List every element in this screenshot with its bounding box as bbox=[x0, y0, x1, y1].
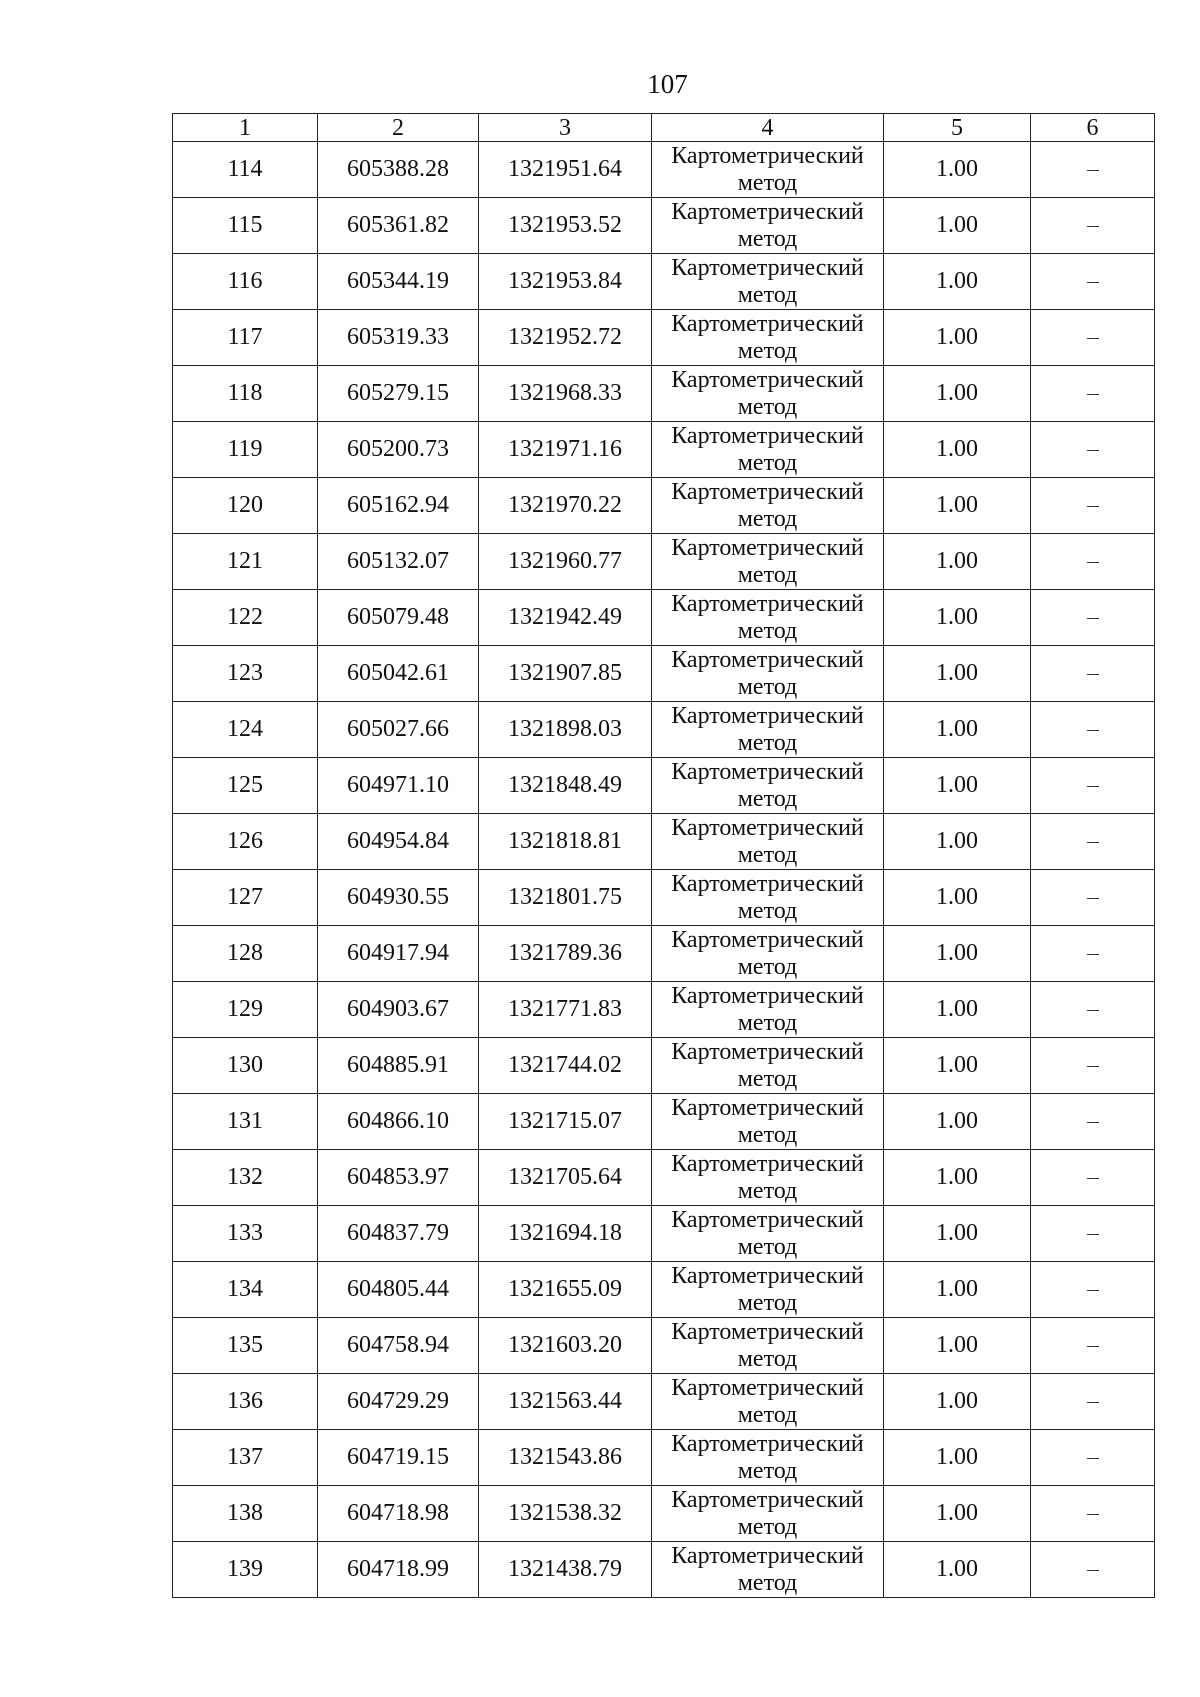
y-coordinate-cell: 1321538.32 bbox=[479, 1486, 652, 1542]
point-number-cell: 131 bbox=[173, 1094, 318, 1150]
accuracy-cell: 1.00 bbox=[884, 1038, 1031, 1094]
dash-mark bbox=[1087, 506, 1099, 507]
method-cell bbox=[652, 142, 884, 198]
point-number-cell: 129 bbox=[173, 982, 318, 1038]
method-line-1: Картометрический bbox=[671, 1318, 864, 1345]
method-cell bbox=[652, 926, 884, 982]
dash-mark bbox=[1087, 1290, 1099, 1291]
dash-mark bbox=[1087, 1122, 1099, 1123]
method-line-1: Картометрический bbox=[671, 702, 864, 729]
y-coordinate-cell: 1321951.64 bbox=[479, 142, 652, 198]
note-cell bbox=[1031, 534, 1155, 590]
y-coordinate-cell: 1321968.33 bbox=[479, 366, 652, 422]
table-row bbox=[173, 1318, 1155, 1374]
point-number-cell: 128 bbox=[173, 926, 318, 982]
method-line-1: Картометрический bbox=[671, 310, 864, 337]
accuracy-cell: 1.00 bbox=[884, 478, 1031, 534]
method-line-1: Картометрический bbox=[671, 1374, 864, 1401]
accuracy-cell: 1.00 bbox=[884, 1150, 1031, 1206]
method-line-2: метод bbox=[737, 1345, 798, 1372]
x-coordinate-cell: 605132.07 bbox=[318, 534, 479, 590]
point-number-cell: 117 bbox=[173, 310, 318, 366]
y-coordinate-cell: 1321953.52 bbox=[479, 198, 652, 254]
x-coordinate-cell: 604885.91 bbox=[318, 1038, 479, 1094]
method-line-1: Картометрический bbox=[671, 926, 864, 953]
y-coordinate-cell: 1321543.86 bbox=[479, 1430, 652, 1486]
accuracy-cell: 1.00 bbox=[884, 1374, 1031, 1430]
y-coordinate-cell: 1321942.49 bbox=[479, 590, 652, 646]
note-cell bbox=[1031, 198, 1155, 254]
note-cell bbox=[1031, 1318, 1155, 1374]
point-number-cell: 125 bbox=[173, 758, 318, 814]
y-coordinate-cell: 1321953.84 bbox=[479, 254, 652, 310]
dash-mark bbox=[1087, 1066, 1099, 1067]
point-number-cell: 118 bbox=[173, 366, 318, 422]
method-line-2: метод bbox=[737, 1233, 798, 1260]
dash-mark bbox=[1087, 170, 1099, 171]
table-body bbox=[173, 142, 1155, 1598]
table-row bbox=[173, 422, 1155, 478]
method-line-2: метод bbox=[737, 1569, 798, 1596]
method-line-2: метод bbox=[737, 1289, 798, 1316]
dash-mark bbox=[1087, 338, 1099, 339]
accuracy-cell: 1.00 bbox=[884, 1094, 1031, 1150]
method-line-1: Картометрический bbox=[671, 646, 864, 673]
dash-mark bbox=[1087, 1234, 1099, 1235]
x-coordinate-cell: 604930.55 bbox=[318, 870, 479, 926]
accuracy-cell: 1.00 bbox=[884, 758, 1031, 814]
point-number-cell: 114 bbox=[173, 142, 318, 198]
accuracy-cell: 1.00 bbox=[884, 534, 1031, 590]
note-cell bbox=[1031, 814, 1155, 870]
note-cell bbox=[1031, 1486, 1155, 1542]
y-coordinate-cell: 1321970.22 bbox=[479, 478, 652, 534]
table-row bbox=[173, 1150, 1155, 1206]
point-number-cell: 122 bbox=[173, 590, 318, 646]
x-coordinate-cell: 604718.99 bbox=[318, 1542, 479, 1598]
note-cell bbox=[1031, 1374, 1155, 1430]
method-line-2: метод bbox=[737, 729, 798, 756]
point-number-cell: 121 bbox=[173, 534, 318, 590]
y-coordinate-cell: 1321960.77 bbox=[479, 534, 652, 590]
accuracy-cell: 1.00 bbox=[884, 198, 1031, 254]
point-number-cell: 134 bbox=[173, 1262, 318, 1318]
table-row bbox=[173, 1542, 1155, 1598]
x-coordinate-cell: 604805.44 bbox=[318, 1262, 479, 1318]
point-number-cell: 126 bbox=[173, 814, 318, 870]
accuracy-cell: 1.00 bbox=[884, 1206, 1031, 1262]
note-cell bbox=[1031, 1262, 1155, 1318]
method-line-1: Картометрический bbox=[671, 1430, 864, 1457]
accuracy-cell: 1.00 bbox=[884, 926, 1031, 982]
method-line-2: метод bbox=[737, 841, 798, 868]
method-line-2: метод bbox=[737, 561, 798, 588]
dash-mark bbox=[1087, 450, 1099, 451]
table-row bbox=[173, 1206, 1155, 1262]
point-number-cell: 123 bbox=[173, 646, 318, 702]
column-header: 3 bbox=[479, 114, 652, 142]
table-row bbox=[173, 646, 1155, 702]
method-cell bbox=[652, 1374, 884, 1430]
method-line-2: метод bbox=[737, 1177, 798, 1204]
method-cell bbox=[652, 1038, 884, 1094]
table-row bbox=[173, 254, 1155, 310]
accuracy-cell: 1.00 bbox=[884, 1486, 1031, 1542]
x-coordinate-cell: 605027.66 bbox=[318, 702, 479, 758]
y-coordinate-cell: 1321603.20 bbox=[479, 1318, 652, 1374]
point-number-cell: 115 bbox=[173, 198, 318, 254]
note-cell bbox=[1031, 590, 1155, 646]
y-coordinate-cell: 1321715.07 bbox=[479, 1094, 652, 1150]
dash-mark bbox=[1087, 730, 1099, 731]
accuracy-cell: 1.00 bbox=[884, 814, 1031, 870]
column-header: 1 bbox=[173, 114, 318, 142]
note-cell bbox=[1031, 926, 1155, 982]
x-coordinate-cell: 604837.79 bbox=[318, 1206, 479, 1262]
dash-mark bbox=[1087, 562, 1099, 563]
y-coordinate-cell: 1321563.44 bbox=[479, 1374, 652, 1430]
method-cell bbox=[652, 1094, 884, 1150]
dash-mark bbox=[1087, 394, 1099, 395]
accuracy-cell: 1.00 bbox=[884, 310, 1031, 366]
note-cell bbox=[1031, 758, 1155, 814]
method-line-1: Картометрический bbox=[671, 1094, 864, 1121]
note-cell bbox=[1031, 1430, 1155, 1486]
point-number-cell: 135 bbox=[173, 1318, 318, 1374]
note-cell bbox=[1031, 1206, 1155, 1262]
method-line-2: метод bbox=[737, 1065, 798, 1092]
method-line-2: метод bbox=[737, 393, 798, 420]
method-line-1: Картометрический bbox=[671, 1038, 864, 1065]
method-line-1: Картометрический bbox=[671, 478, 864, 505]
note-cell bbox=[1031, 366, 1155, 422]
method-line-1: Картометрический bbox=[671, 1486, 864, 1513]
table-row bbox=[173, 1038, 1155, 1094]
note-cell bbox=[1031, 254, 1155, 310]
note-cell bbox=[1031, 646, 1155, 702]
note-cell bbox=[1031, 982, 1155, 1038]
method-line-2: метод bbox=[737, 897, 798, 924]
note-cell bbox=[1031, 478, 1155, 534]
dash-mark bbox=[1087, 674, 1099, 675]
x-coordinate-cell: 605162.94 bbox=[318, 478, 479, 534]
table-row bbox=[173, 1374, 1155, 1430]
x-coordinate-cell: 604853.97 bbox=[318, 1150, 479, 1206]
x-coordinate-cell: 604758.94 bbox=[318, 1318, 479, 1374]
method-cell bbox=[652, 198, 884, 254]
column-header: 4 bbox=[652, 114, 884, 142]
table-row bbox=[173, 310, 1155, 366]
note-cell bbox=[1031, 310, 1155, 366]
accuracy-cell: 1.00 bbox=[884, 366, 1031, 422]
table-row bbox=[173, 1486, 1155, 1542]
y-coordinate-cell: 1321694.18 bbox=[479, 1206, 652, 1262]
method-line-1: Картометрический bbox=[671, 1206, 864, 1233]
x-coordinate-cell: 605042.61 bbox=[318, 646, 479, 702]
y-coordinate-cell: 1321744.02 bbox=[479, 1038, 652, 1094]
accuracy-cell: 1.00 bbox=[884, 1430, 1031, 1486]
method-line-1: Картометрический bbox=[671, 1542, 864, 1569]
table-row bbox=[173, 926, 1155, 982]
method-cell bbox=[652, 646, 884, 702]
method-line-2: метод bbox=[737, 281, 798, 308]
table-row bbox=[173, 870, 1155, 926]
method-cell bbox=[652, 534, 884, 590]
table-row bbox=[173, 982, 1155, 1038]
point-number-cell: 138 bbox=[173, 1486, 318, 1542]
method-cell bbox=[652, 1206, 884, 1262]
y-coordinate-cell: 1321848.49 bbox=[479, 758, 652, 814]
method-line-1: Картометрический bbox=[671, 534, 864, 561]
dash-mark bbox=[1087, 226, 1099, 227]
dash-mark bbox=[1087, 1458, 1099, 1459]
x-coordinate-cell: 605344.19 bbox=[318, 254, 479, 310]
x-coordinate-cell: 604866.10 bbox=[318, 1094, 479, 1150]
method-line-2: метод bbox=[737, 505, 798, 532]
point-number-cell: 116 bbox=[173, 254, 318, 310]
note-cell bbox=[1031, 870, 1155, 926]
point-number-cell: 127 bbox=[173, 870, 318, 926]
dash-mark bbox=[1087, 898, 1099, 899]
method-line-2: метод bbox=[737, 785, 798, 812]
method-cell bbox=[652, 254, 884, 310]
method-line-2: метод bbox=[737, 1401, 798, 1428]
table-row bbox=[173, 702, 1155, 758]
accuracy-cell: 1.00 bbox=[884, 142, 1031, 198]
accuracy-cell: 1.00 bbox=[884, 254, 1031, 310]
x-coordinate-cell: 605361.82 bbox=[318, 198, 479, 254]
y-coordinate-cell: 1321789.36 bbox=[479, 926, 652, 982]
table-row bbox=[173, 1094, 1155, 1150]
accuracy-cell: 1.00 bbox=[884, 422, 1031, 478]
dash-mark bbox=[1087, 282, 1099, 283]
note-cell bbox=[1031, 1150, 1155, 1206]
dash-mark bbox=[1087, 954, 1099, 955]
method-line-2: метод bbox=[737, 337, 798, 364]
x-coordinate-cell: 604729.29 bbox=[318, 1374, 479, 1430]
dash-mark bbox=[1087, 1402, 1099, 1403]
x-coordinate-cell: 605200.73 bbox=[318, 422, 479, 478]
page-number: 107 bbox=[647, 69, 688, 99]
method-line-1: Картометрический bbox=[671, 198, 864, 225]
method-cell bbox=[652, 590, 884, 646]
table-row bbox=[173, 1430, 1155, 1486]
point-number-cell: 137 bbox=[173, 1430, 318, 1486]
table-row bbox=[173, 758, 1155, 814]
method-line-1: Картометрический bbox=[671, 142, 864, 169]
point-number-cell: 136 bbox=[173, 1374, 318, 1430]
y-coordinate-cell: 1321971.16 bbox=[479, 422, 652, 478]
y-coordinate-cell: 1321438.79 bbox=[479, 1542, 652, 1598]
y-coordinate-cell: 1321655.09 bbox=[479, 1262, 652, 1318]
accuracy-cell: 1.00 bbox=[884, 870, 1031, 926]
dash-mark bbox=[1087, 1514, 1099, 1515]
table-row bbox=[173, 198, 1155, 254]
method-line-1: Картометрический bbox=[671, 758, 864, 785]
method-cell bbox=[652, 310, 884, 366]
table-row bbox=[173, 366, 1155, 422]
dash-mark bbox=[1087, 1178, 1099, 1179]
table-row bbox=[173, 590, 1155, 646]
accuracy-cell: 1.00 bbox=[884, 1318, 1031, 1374]
method-line-1: Картометрический bbox=[671, 254, 864, 281]
y-coordinate-cell: 1321818.81 bbox=[479, 814, 652, 870]
method-cell bbox=[652, 814, 884, 870]
method-line-2: метод bbox=[737, 169, 798, 196]
column-header: 5 bbox=[884, 114, 1031, 142]
method-cell bbox=[652, 1486, 884, 1542]
point-number-cell: 139 bbox=[173, 1542, 318, 1598]
method-cell bbox=[652, 982, 884, 1038]
method-cell bbox=[652, 1262, 884, 1318]
table-row bbox=[173, 534, 1155, 590]
dash-mark bbox=[1087, 618, 1099, 619]
method-cell bbox=[652, 1542, 884, 1598]
x-coordinate-cell: 604917.94 bbox=[318, 926, 479, 982]
y-coordinate-cell: 1321705.64 bbox=[479, 1150, 652, 1206]
note-cell bbox=[1031, 142, 1155, 198]
x-coordinate-cell: 604719.15 bbox=[318, 1430, 479, 1486]
method-line-2: метод bbox=[737, 1121, 798, 1148]
method-line-2: метод bbox=[737, 617, 798, 644]
y-coordinate-cell: 1321801.75 bbox=[479, 870, 652, 926]
method-line-2: метод bbox=[737, 1009, 798, 1036]
table-row bbox=[173, 142, 1155, 198]
note-cell bbox=[1031, 1094, 1155, 1150]
note-cell bbox=[1031, 702, 1155, 758]
column-header: 2 bbox=[318, 114, 479, 142]
point-number-cell: 130 bbox=[173, 1038, 318, 1094]
method-line-2: метод bbox=[737, 225, 798, 252]
y-coordinate-cell: 1321898.03 bbox=[479, 702, 652, 758]
method-line-2: метод bbox=[737, 1457, 798, 1484]
method-line-1: Картометрический bbox=[671, 590, 864, 617]
point-number-cell: 132 bbox=[173, 1150, 318, 1206]
table-header-row bbox=[173, 114, 1155, 142]
column-header: 6 bbox=[1031, 114, 1155, 142]
x-coordinate-cell: 604903.67 bbox=[318, 982, 479, 1038]
x-coordinate-cell: 604954.84 bbox=[318, 814, 479, 870]
y-coordinate-cell: 1321952.72 bbox=[479, 310, 652, 366]
x-coordinate-cell: 605319.33 bbox=[318, 310, 479, 366]
table-row bbox=[173, 814, 1155, 870]
method-cell bbox=[652, 758, 884, 814]
table-row bbox=[173, 478, 1155, 534]
x-coordinate-cell: 605279.15 bbox=[318, 366, 479, 422]
method-line-1: Картометрический bbox=[671, 422, 864, 449]
method-cell bbox=[652, 478, 884, 534]
accuracy-cell: 1.00 bbox=[884, 1262, 1031, 1318]
dash-mark bbox=[1087, 1346, 1099, 1347]
y-coordinate-cell: 1321907.85 bbox=[479, 646, 652, 702]
dash-mark bbox=[1087, 1570, 1099, 1571]
point-number-cell: 133 bbox=[173, 1206, 318, 1262]
method-cell bbox=[652, 366, 884, 422]
point-number-cell: 120 bbox=[173, 478, 318, 534]
note-cell bbox=[1031, 422, 1155, 478]
method-cell bbox=[652, 870, 884, 926]
note-cell bbox=[1031, 1038, 1155, 1094]
dash-mark bbox=[1087, 842, 1099, 843]
accuracy-cell: 1.00 bbox=[884, 982, 1031, 1038]
method-cell bbox=[652, 1150, 884, 1206]
x-coordinate-cell: 604718.98 bbox=[318, 1486, 479, 1542]
method-line-1: Картометрический bbox=[671, 366, 864, 393]
dash-mark bbox=[1087, 786, 1099, 787]
accuracy-cell: 1.00 bbox=[884, 702, 1031, 758]
method-line-1: Картометрический bbox=[671, 1150, 864, 1177]
method-line-2: метод bbox=[737, 673, 798, 700]
method-line-2: метод bbox=[737, 953, 798, 980]
x-coordinate-cell: 604971.10 bbox=[318, 758, 479, 814]
method-cell bbox=[652, 1430, 884, 1486]
method-line-1: Картометрический bbox=[671, 1262, 864, 1289]
method-line-1: Картометрический bbox=[671, 814, 864, 841]
x-coordinate-cell: 605079.48 bbox=[318, 590, 479, 646]
coordinates-table bbox=[172, 113, 1155, 1598]
method-cell bbox=[652, 702, 884, 758]
method-line-1: Картометрический bbox=[671, 870, 864, 897]
accuracy-cell: 1.00 bbox=[884, 1542, 1031, 1598]
x-coordinate-cell: 605388.28 bbox=[318, 142, 479, 198]
table-row bbox=[173, 1262, 1155, 1318]
point-number-cell: 119 bbox=[173, 422, 318, 478]
dash-mark bbox=[1087, 1010, 1099, 1011]
method-cell bbox=[652, 422, 884, 478]
accuracy-cell: 1.00 bbox=[884, 590, 1031, 646]
method-line-2: метод bbox=[737, 449, 798, 476]
method-line-2: метод bbox=[737, 1513, 798, 1540]
method-line-1: Картометрический bbox=[671, 982, 864, 1009]
point-number-cell: 124 bbox=[173, 702, 318, 758]
method-cell bbox=[652, 1318, 884, 1374]
y-coordinate-cell: 1321771.83 bbox=[479, 982, 652, 1038]
note-cell bbox=[1031, 1542, 1155, 1598]
accuracy-cell: 1.00 bbox=[884, 646, 1031, 702]
